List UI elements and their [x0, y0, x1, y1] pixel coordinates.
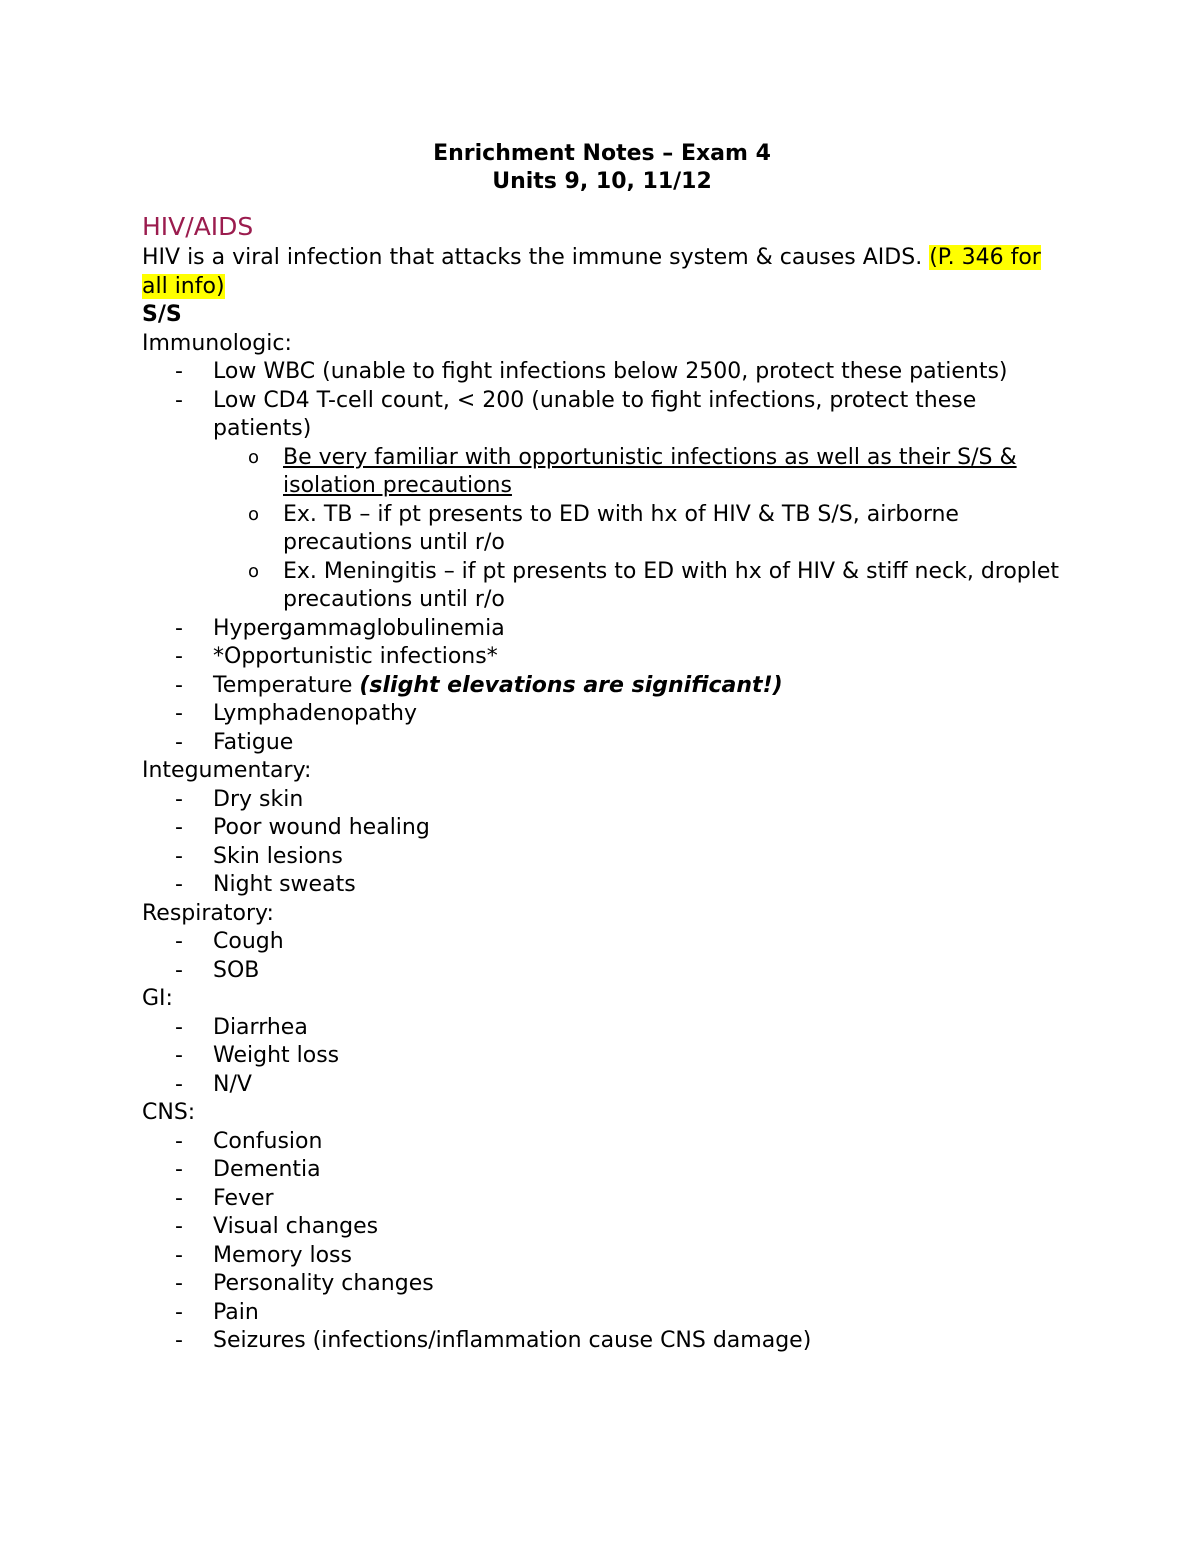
list-item: - Seizures (infections/inflammation cause CNS damage): [175, 1328, 812, 1353]
list-item: - Cough: [175, 929, 284, 954]
sub-list-item: o Ex. TB – if pt presents to ED with hx of HIV & TB S/S, airborne precautions until r/o: [248, 501, 959, 555]
section-heading: HIV/AIDS: [142, 212, 254, 241]
list-item: - Dementia: [175, 1157, 321, 1182]
temperature-note: (slight elevations are significant!): [359, 672, 783, 698]
intro-text: HIV is a viral infection that attacks the immune system & causes AIDS.: [142, 245, 930, 270]
list-item: - *Opportunistic infections*: [175, 644, 498, 669]
list-item: - SOB: [175, 957, 260, 983]
gi-list: [142, 1014, 1062, 1100]
integumentary-list: [142, 786, 1062, 900]
cns-label: CNS:: [142, 1100, 196, 1125]
list-item: - Weight loss: [175, 1043, 340, 1068]
respiratory-label: Respiratory:: [142, 900, 274, 926]
doc-title: [142, 140, 1062, 196]
ss-label: S/S: [142, 302, 182, 327]
cns-list: [142, 1128, 1062, 1356]
list-item: - Fatigue: [175, 729, 294, 755]
sub-list-item: o Ex. Meningitis – if pt presents to ED with hx of HIV & stiff neck, droplet precautions until r/o: [248, 558, 1060, 612]
page-reference-highlight: (P. 346 for all info): [142, 245, 1041, 299]
integumentary-label: Integumentary:: [142, 758, 312, 783]
title-line-2: Units 9, 10, 11/12: [492, 169, 712, 194]
intro-paragraph: [142, 244, 1062, 301]
list-item-temperature: - Temperature (slight elevations are significant!): [175, 672, 783, 698]
list-item: - Low WBC (unable to fight infections below 2500, protect these patients): [175, 359, 1008, 384]
list-item: - Memory loss: [175, 1242, 352, 1268]
list-item: - Low CD4 T-cell count, < 200 (unable to fight infections, protect these patients) o Be very familiar with opportunistic infections as well as their S/S & isolation precautions o Ex. TB – if pt presents to ED with hx of HIV & TB S/S, airborne precautions until r/o o Ex. Meningitis – if pt presents to ED with hx of HIV & stiff neck, droplet precautions until r/o: [142, 387, 1062, 615]
list-item: - Hypergammaglobulinemia: [175, 615, 505, 641]
list-item: - Poor wound healing: [175, 815, 430, 840]
list-item: - Confusion: [175, 1128, 323, 1154]
opportunistic-sublist: [213, 444, 1062, 615]
list-item: - Night sweats: [175, 872, 356, 897]
list-item: - Pain: [175, 1299, 259, 1325]
immunologic-list: [142, 358, 1062, 757]
list-item: - Personality changes: [175, 1271, 434, 1296]
gi-label: GI:: [142, 986, 173, 1011]
list-item: - Lymphadenopathy: [175, 701, 418, 726]
immunologic-label: Immunologic:: [142, 330, 292, 356]
document-page: [142, 140, 1062, 1356]
respiratory-list: [142, 928, 1062, 985]
list-item: - Dry skin: [175, 786, 304, 812]
sub-list-item: o Be very familiar with opportunistic infections as well as their S/S & isolation precautions: [248, 444, 1017, 498]
list-item: - Diarrhea: [175, 1014, 308, 1040]
title-line-1: Enrichment Notes – Exam 4: [433, 141, 771, 166]
list-item: - Visual changes: [175, 1214, 379, 1239]
list-item: - Skin lesions: [175, 843, 343, 869]
list-item: - Fever: [175, 1185, 274, 1211]
list-item: - N/V: [175, 1071, 252, 1097]
